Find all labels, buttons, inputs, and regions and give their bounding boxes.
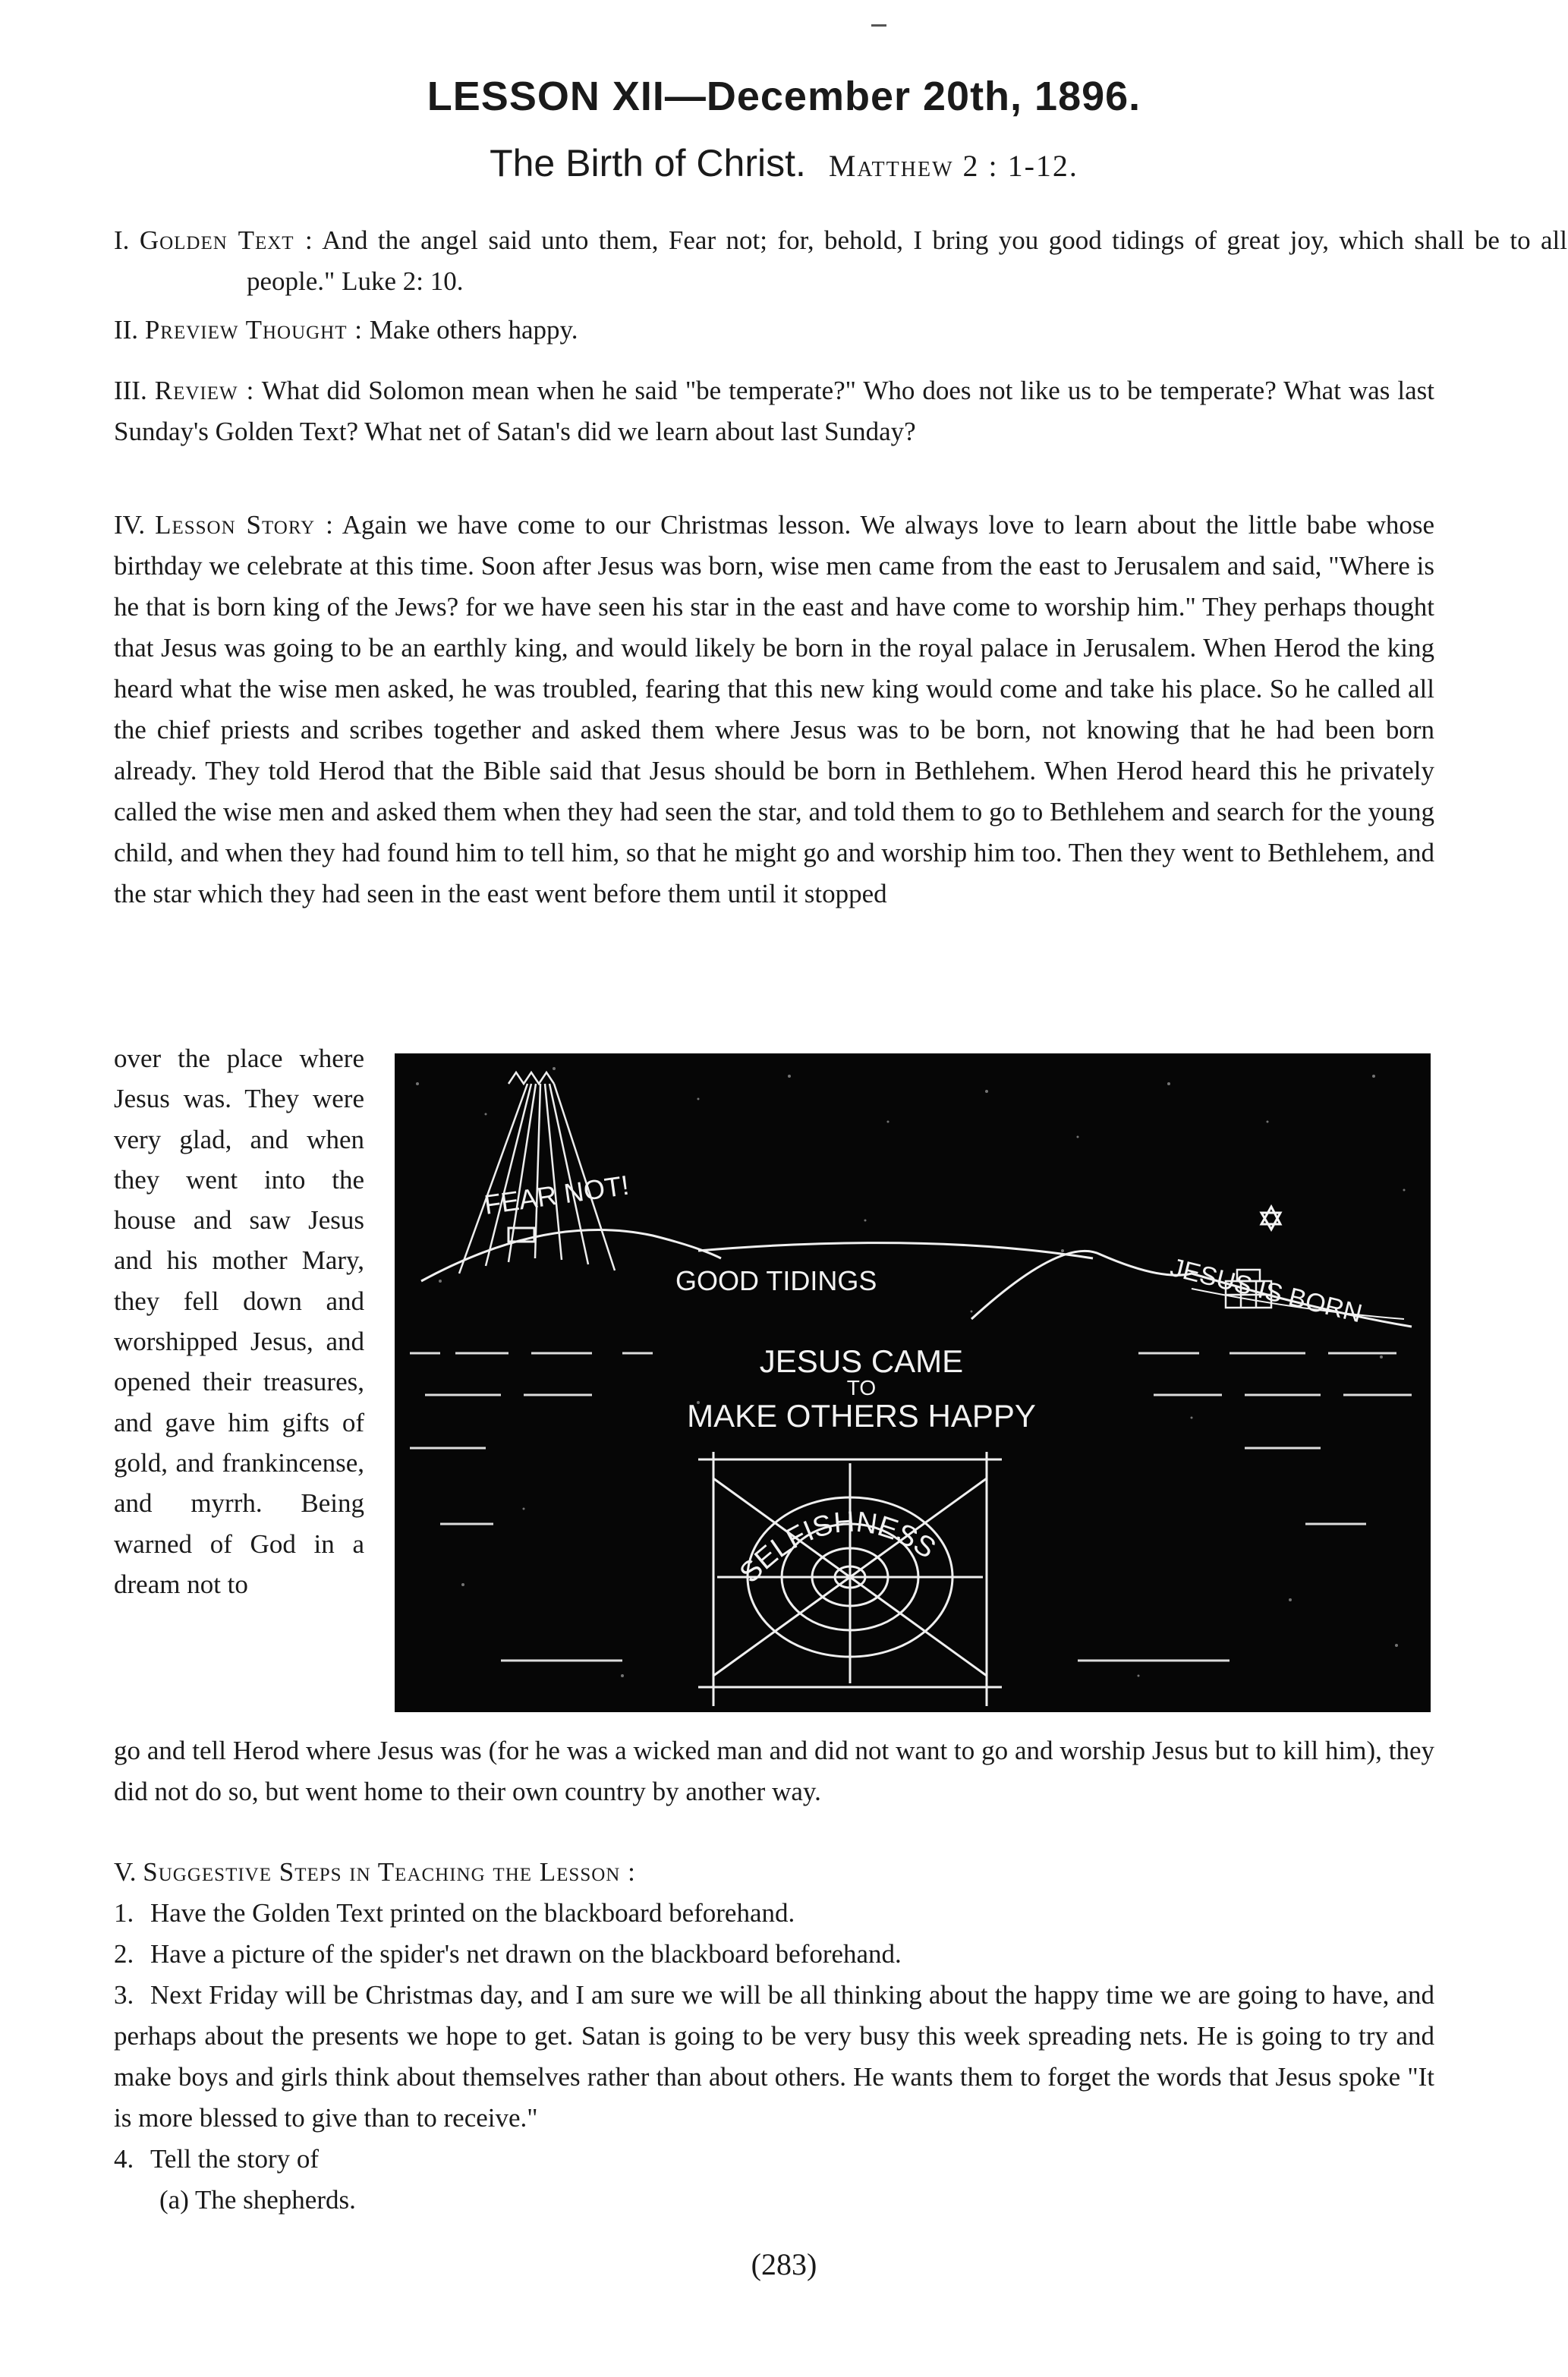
selfishness-label: SELFISHNESS (733, 1506, 942, 1590)
step-item (114, 1975, 1434, 2139)
section-label: Suggestive Steps in Teaching the Lesson : (143, 1857, 636, 1887)
step-number: 2. (114, 1939, 134, 1969)
step-text: Tell the story of (150, 2144, 320, 2174)
section-numeral: II. (114, 315, 139, 345)
section-label: Preview Thought : (144, 315, 363, 345)
section-label: Review : (154, 376, 255, 405)
golden-text: And the angel said unto them, Fear not; for, behold, I bring you good tidings of great joy, which shall be to all people." Luke 2: 10. (247, 225, 1567, 296)
step-item (114, 1934, 1434, 1975)
lesson-subtitle: The Birth of Christ. (490, 142, 806, 184)
middle-horizon (698, 1243, 1093, 1258)
review-section (114, 370, 1434, 452)
steps-heading (114, 1852, 1434, 1893)
spider-net (698, 1452, 1002, 1706)
chalk-drawing (395, 1053, 1431, 1712)
motto-line-1: JESUS CAME (759, 1343, 964, 1379)
preview-thought-section (114, 310, 1434, 351)
jesus-is-born-label: JESUS IS BORN (1167, 1252, 1365, 1329)
step-sub-item (114, 2180, 1434, 2221)
section-numeral: V. (114, 1857, 137, 1887)
print-mark (871, 24, 886, 27)
lesson-title: LESSON XII—December 20th, 1896. (427, 74, 1141, 119)
lesson-story-text: Again we have come to our Christmas lesson. We always love to learn about the little babe whose birthday we celebrate at this time. Soon after Jesus was born, wise men came from the east to Jerusalem and said, "Where is he that is born king of the Jews? for we have seen his star in the east and have come to worship him." They perhaps thought that Jesus was going to be an earthly king, and would likely be born in the royal palace in Jerusalem. When Herod the king heard what the wise men asked, he was troubled, fearing that this new king would come and take his place. So he called all the chief priests and scribes together and asked them where Jesus was to be born, not knowing that he had been born already. They told Herod that the Bible said that Jesus should be born in Bethlehem. When Herod heard this he privately called the wise men and asked them when they had seen the star, and told them to go to Bethlehem and search for the young child, and when they had found him to tell him, so that he might go and worship him too. Then they went to Bethlehem, and the star which they had seen in the east went before them until it stopped (114, 510, 1434, 908)
review-text: What did Solomon mean when he said "be temperate?" Who does not like us to be temperate? What was last Sunday's Golden Text? What net of Satan's did we learn about last Sunday? (114, 376, 1435, 446)
lesson-story-section (114, 505, 1434, 915)
step-text: Have the Golden Text printed on the blackboard beforehand. (150, 1898, 795, 1928)
scripture-ref: Matthew 2 : 1-12. (828, 149, 1078, 183)
step-number: 1. (114, 1898, 134, 1928)
section-label: Golden Text : (139, 225, 313, 255)
light-rays (459, 1072, 615, 1274)
sub-item-label: (a) (159, 2185, 189, 2215)
step-item (114, 1893, 1434, 1934)
preview-thought-text: Make others happy. (369, 315, 578, 345)
suggestive-steps-section (114, 1852, 1434, 2221)
step-item (114, 2139, 1434, 2180)
section-numeral: III. (114, 376, 147, 405)
section-numeral: I. (114, 225, 130, 255)
star-icon (1261, 1207, 1280, 1229)
motto-line-3: MAKE OTHERS HAPPY (687, 1398, 1036, 1434)
step-number: 3. (114, 1980, 134, 2010)
lesson-subtitle-line (0, 141, 1568, 185)
sub-item-text: The shepherds. (194, 2185, 356, 2215)
step-text: Have a picture of the spider's net drawn on the blackboard beforehand. (150, 1939, 902, 1969)
fear-not-label: FEAR NOT! (482, 1169, 631, 1220)
step-text: Next Friday will be Christmas day, and I am sure we will be all thinking about the happy time we are going to have, and perhaps about the presents we hope to get. Satan is going to be very busy this week spreading nets. He is going to try and make boys and girls think about themselves rather than about others. He wants them to forget the words that Jesus spoke "It is more blessed to give than to receive." (114, 1980, 1434, 2133)
golden-text-section (114, 220, 1567, 302)
lesson-story-side-text: over the place where Jesus was. They were very glad, and when they went into the house and saw Jesus and his mother Mary, they fell down and worshipped Jesus, and opened their treasures, and gave him gifts of gold, and frankincense, and myrrh. Being warned of God in a dream not to (114, 1044, 364, 1599)
lesson-story-after-text: go and tell Herod where Jesus was (for he was a wicked man and did not want to go and worship Jesus but to kill him), they did not do so, but went home to their own country by another way. (114, 1736, 1434, 1806)
motto-line-2: TO (846, 1376, 877, 1399)
good-tidings-label: GOOD TIDINGS (675, 1265, 877, 1296)
blackboard-illustration (395, 1053, 1431, 1712)
step-number: 4. (114, 2144, 134, 2174)
page-number: (283) (751, 2247, 817, 2281)
section-label: Lesson Story : (155, 510, 334, 540)
section-numeral: IV. (114, 510, 146, 540)
